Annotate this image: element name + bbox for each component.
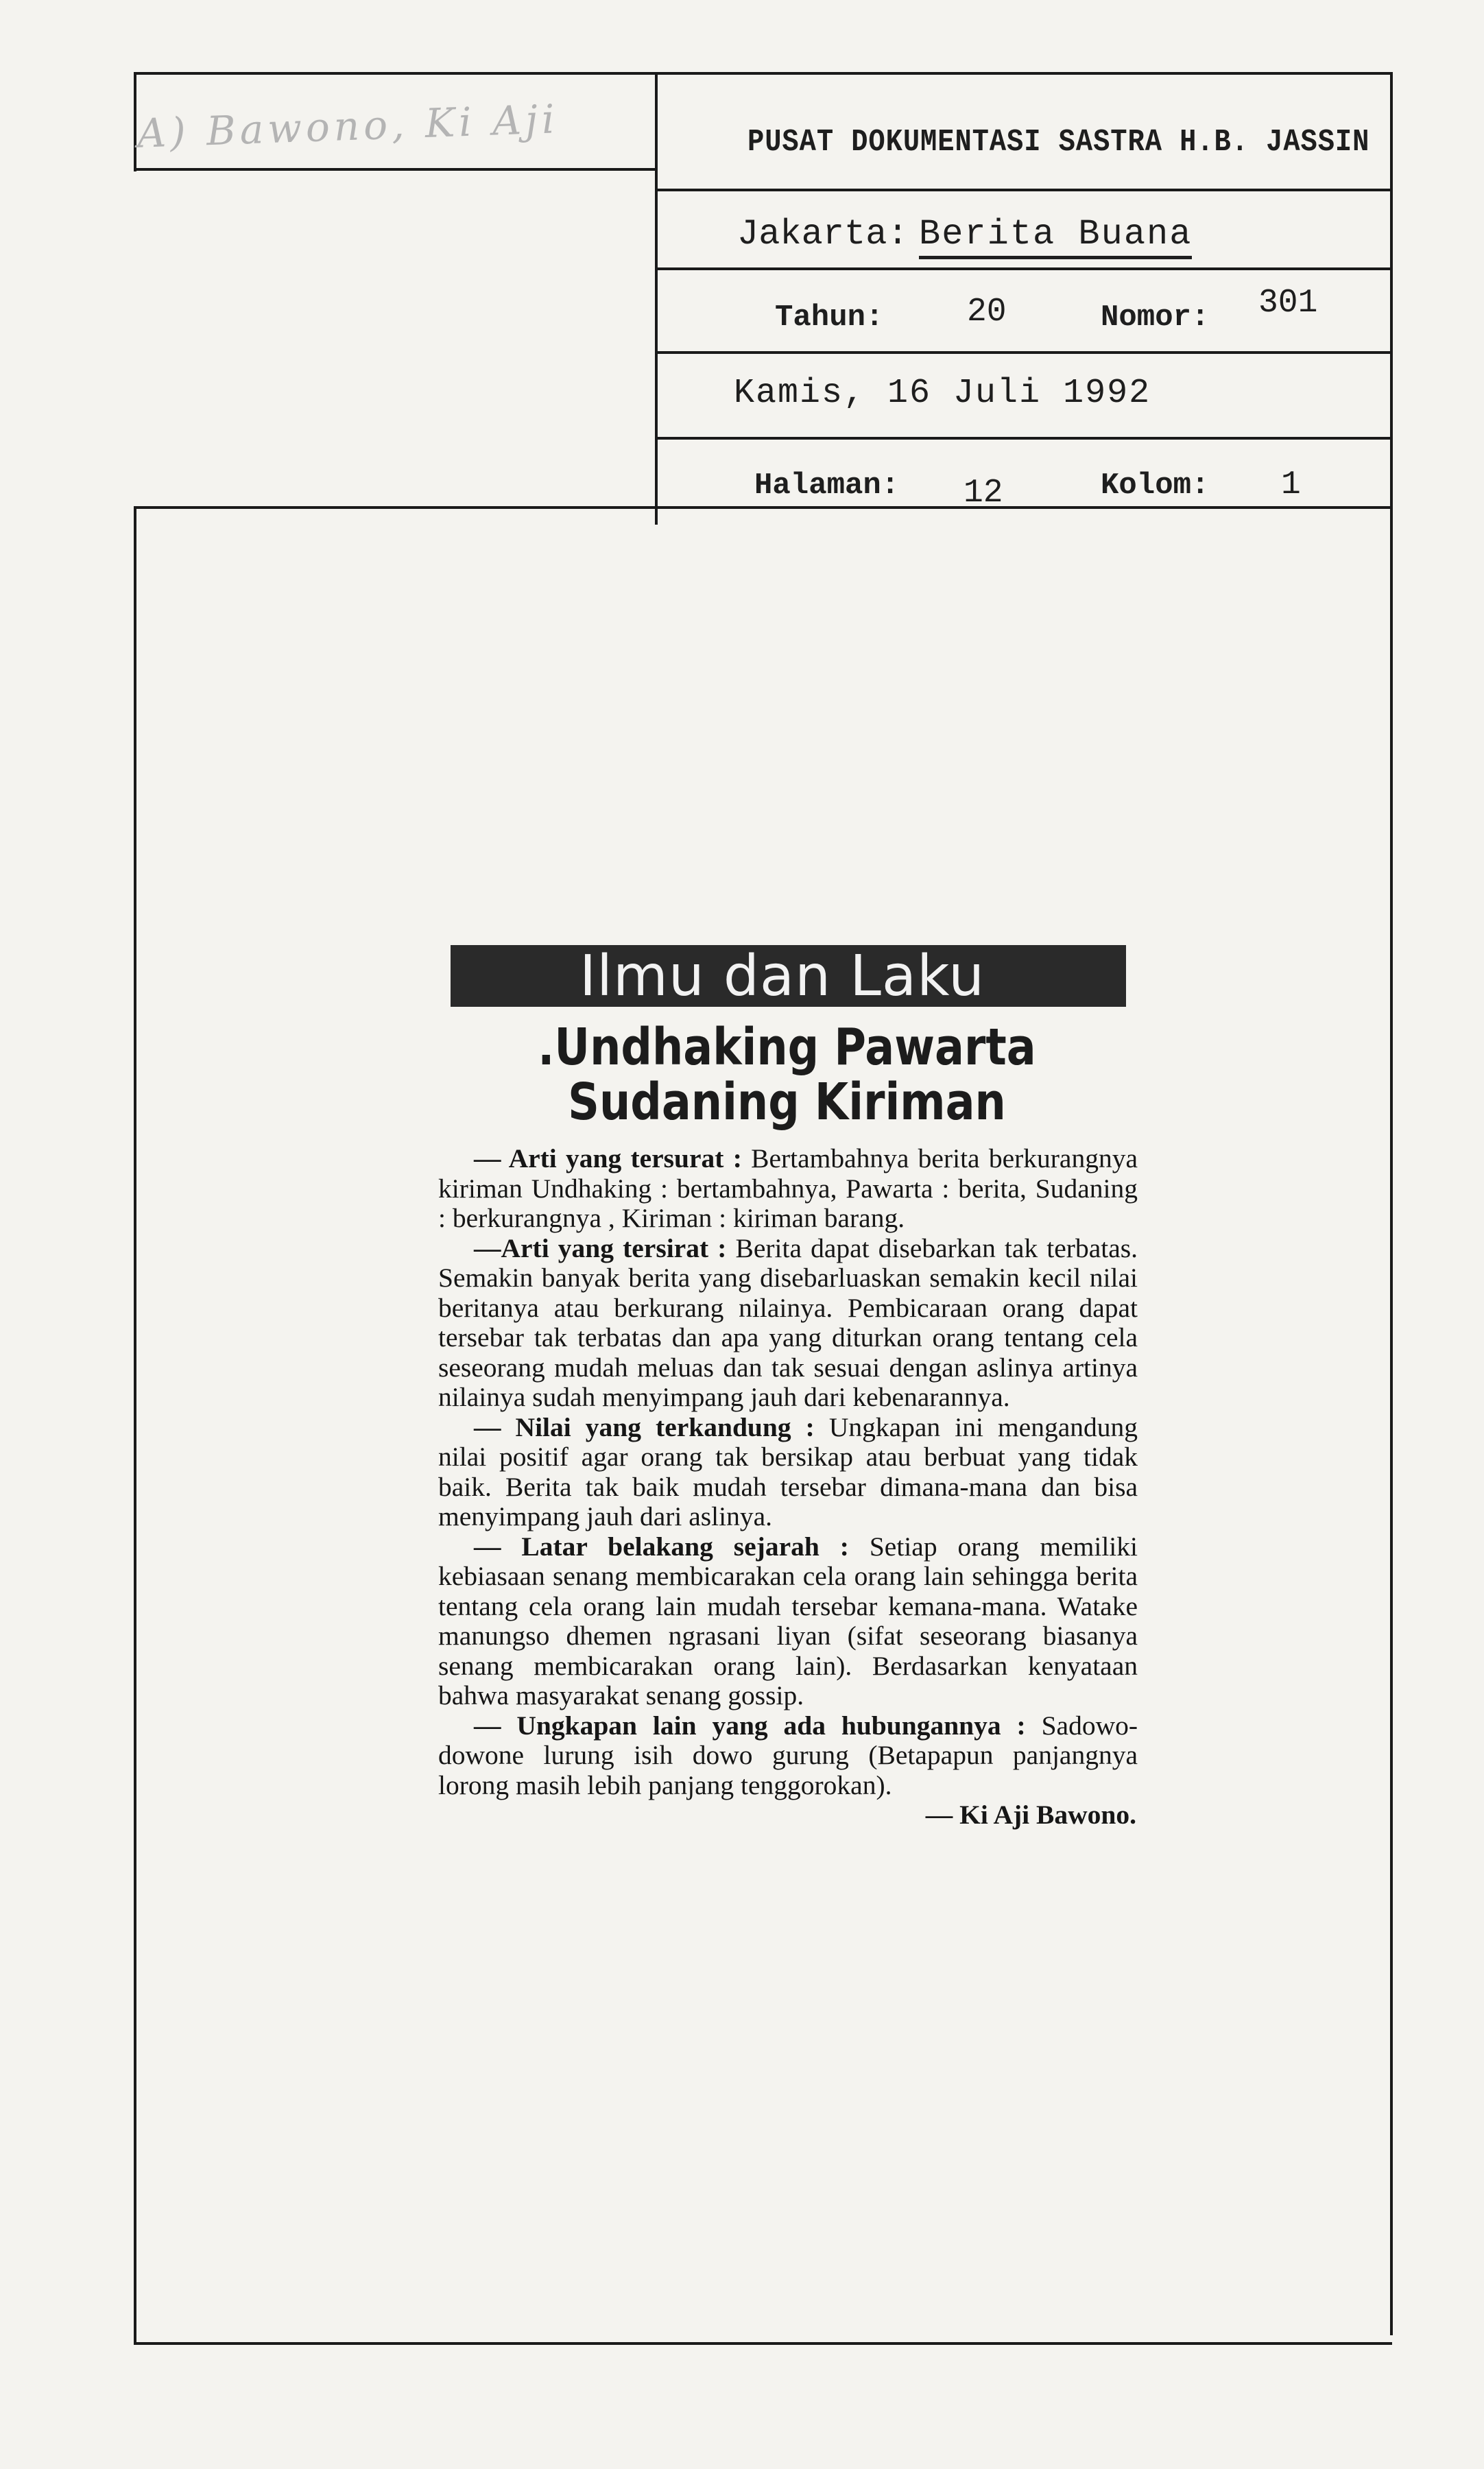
newspaper-clipping: [435, 940, 1138, 1889]
paragraph: [438, 1413, 1138, 1532]
city-label: Jakarta:: [737, 214, 909, 254]
form-divider-vertical: [655, 72, 658, 525]
newspaper-name: Berita Buana: [919, 214, 1192, 259]
clipping-area-top: [134, 506, 1392, 509]
nomor-label: Nomor:: [1101, 300, 1210, 335]
form-row-line-3: [655, 351, 1392, 354]
paragraph-lead: — Latar belakang sejarah :: [474, 1531, 849, 1562]
tahun-label: Tahun:: [775, 300, 884, 335]
rubric-title: Ilmu dan Laku: [579, 943, 985, 1009]
paragraph: [438, 1144, 1138, 1234]
publication-date: Kamis, 16 Juli 1992: [734, 374, 1151, 413]
clipping-area-left: [134, 506, 136, 2344]
paragraph: [438, 1711, 1138, 1801]
paragraph-text: Ungkapan ini mengandung nilai positif agar orang tak bersikap atau berbuat yang tidak baik. Berita tak baik mudah tersebar dimana-mana dan bisa menyimpang jauh dari aslinya.: [438, 1411, 1138, 1531]
kolom-label: Kolom:: [1101, 468, 1210, 503]
kolom-value: 1: [1281, 466, 1301, 503]
nomor-value: 301: [1258, 285, 1318, 322]
author-signature: — Ki Aji Bawono.: [925, 1800, 1136, 1830]
paragraph-text: Sadowo-dowone lurung isih dowo gurung (Betapapun panjangnya lorong masih lebih panjang tenggorokan).: [438, 1710, 1138, 1800]
paragraph: [438, 1234, 1138, 1413]
paragraph-text: Setiap orang memiliki kebiasaan senang membicarakan cela orang lain sehingga berita tentang cela orang lain mudah tersebar kemana-mana. Watake manungso dhemen ngrasani liyan (sifat seseorang biasanya senang membicarakan orang lain). Berdasarkan kenyataan bahwa masyarakat senang gossip.: [438, 1531, 1138, 1710]
form-row-line-4: [655, 437, 1392, 440]
form-row-line-2: [655, 267, 1392, 270]
paragraph-text: Berita dapat disebarkan tak terbatas. Semakin banyak berita yang disebarluaskan semakin kecil nilai beritanya atau berkurang nilainya. Pembicaraan orang dapat tersebar tak terbatas dan apa yang diturkan orang tentang cela seseorang mudah meluas dan tak sesuai dengan aslinya artinya nilainya sudah menyimpang jauh dari kebenarannya.: [438, 1232, 1138, 1412]
article-body: [438, 1144, 1138, 1830]
form-row-line-1: [655, 189, 1392, 191]
tahun-value: 20: [967, 294, 1007, 331]
form-left-stub: [134, 72, 136, 171]
handwritten-author-note: A) Bawono, Ki Aji: [136, 95, 560, 157]
paragraph-text: Bertambahnya berita berkurangnya kiriman Undhaking : bertambahnya, Pawarta : berita, Sudaning : berkurangnya , Kiriman : kiriman barang.: [438, 1143, 1138, 1233]
halaman-label: Halaman:: [754, 468, 900, 503]
institution-name: PUSAT DOKUMENTASI SASTRA H.B. JASSIN: [747, 125, 1370, 160]
headline-line-1: .Undhaking Pawarta: [538, 1018, 1036, 1077]
form-top-border: [134, 72, 1392, 75]
form-right-border: [1390, 72, 1393, 2335]
rubric-banner: [451, 945, 1126, 1007]
paragraph-lead: — Arti yang tersurat :: [474, 1143, 742, 1173]
halaman-value: 12: [964, 475, 1003, 512]
paragraph-lead: — Nilai yang terkandung :: [474, 1411, 815, 1442]
form-stub-bottom: [134, 168, 655, 171]
paragraph: [438, 1532, 1138, 1711]
clipping-area-bottom: [134, 2342, 1392, 2345]
headline-line-2: Sudaning Kiriman: [568, 1073, 1006, 1132]
paragraph-lead: — Ungkapan lain yang ada hubungannya :: [474, 1710, 1026, 1741]
paragraph-lead: —Arti yang tersirat :: [474, 1232, 727, 1263]
